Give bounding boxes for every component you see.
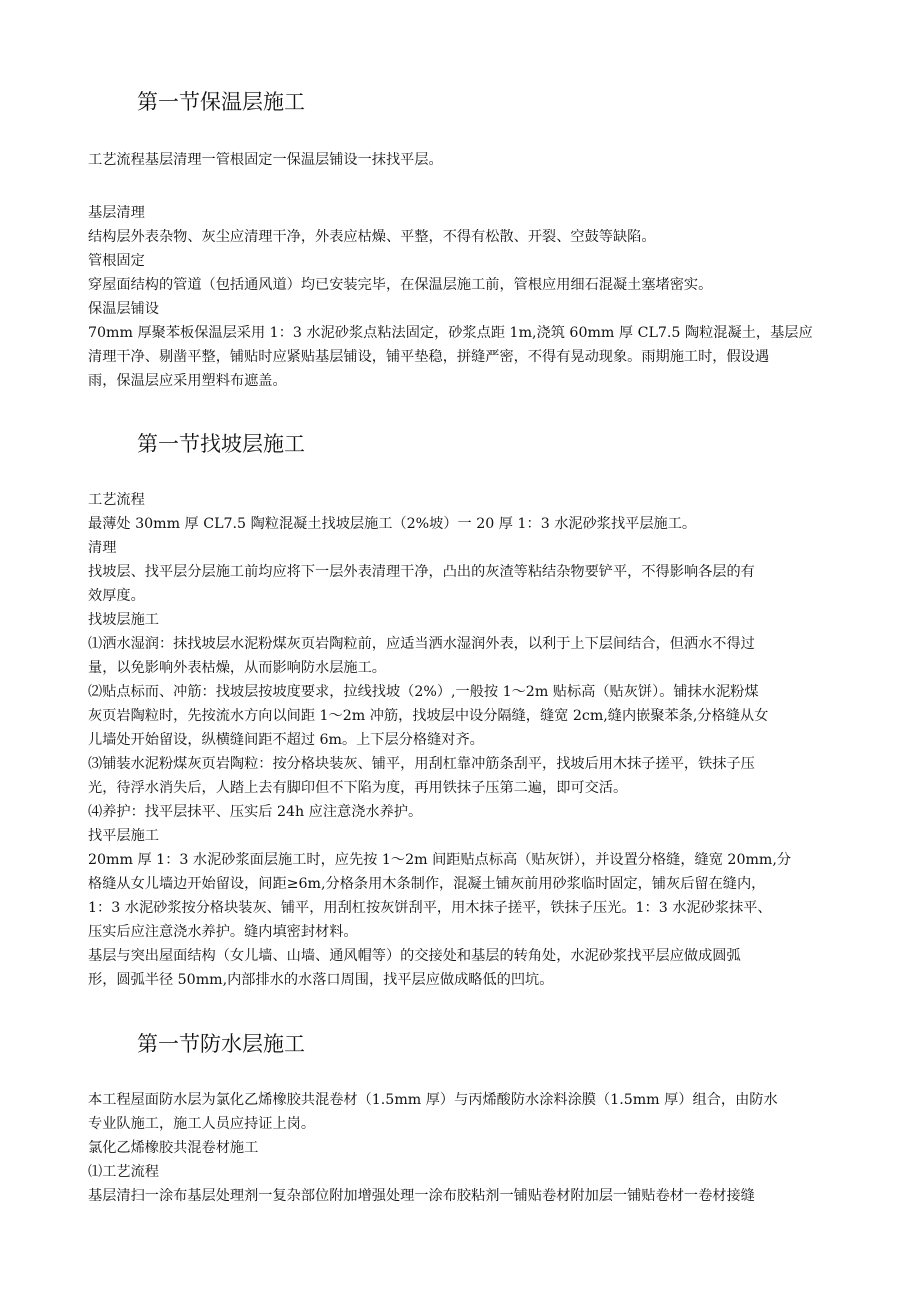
paragraph-line: ⑴工艺流程 xyxy=(88,1164,159,1180)
paragraph-line: 清理干净、剔凿平整，铺贴时应紧贴基层铺设，铺平垫稳，拼缝严密，不得有晃动现象。雨期施工时，假设遇 xyxy=(88,349,770,365)
section-heading: 第一节保温层施工 xyxy=(137,90,305,114)
paragraph-line: ⑷养护：找平层抹平、压实后 24h 应注意浇水养护。 xyxy=(88,804,423,820)
paragraph-line: 70mm 厚聚苯板保温层采用 1：3 水泥砂浆点粘法固定，砂浆点距 1m,浇筑 60mm 厚 CL7.5 陶粒混凝土，基层应 xyxy=(88,325,813,341)
paragraph-line: 光，待浮水消失后，人踏上去有脚印但不下陷为度，再用铁抹子压第二遍，即可交活。 xyxy=(88,780,628,796)
paragraph-line: 找坡层、找平层分层施工前均应将下一层外表清理干净，凸出的灰渣等粘结杂物要铲平，不得影响各层的有 xyxy=(88,564,755,580)
paragraph-line: ⑵贴点标而、冲筋：找坡层按坡度要求，拉线找坡（2%）,一般按 1～2m 贴标高（贴灰饼）。铺抹水泥粉煤 xyxy=(88,684,759,700)
section-heading: 第一节找坡层施工 xyxy=(137,432,305,456)
paragraph-line: 本工程屋面防水层为氯化乙烯橡胶共混卷材（1.5mm 厚）与丙烯酸防水涂料涂膜（1.5mm 厚）组合，由防水 xyxy=(88,1092,778,1108)
paragraph-line: ⑶铺装水泥粉煤灰页岩陶粒：按分格块装灰、铺平，用刮杠靠冲筋条刮平，找坡后用木抹子搓平，铁抹子压 xyxy=(88,756,755,772)
subheading: 工艺流程 xyxy=(88,492,145,508)
paragraph-line: 形，圆弧半径 50mm,内部排水的水落口周围，找平层应做成略低的凹坑。 xyxy=(88,972,554,988)
subheading: 清理 xyxy=(88,540,117,556)
subheading: 找坡层施工 xyxy=(88,612,159,628)
paragraph-line: 格缝从女儿墙边开始留设，间距≥6m,分格条用木条制作，混凝土铺灰前用砂浆临时固定，铺灰后留在缝内， xyxy=(88,876,766,892)
paragraph-line: 20mm 厚 1：3 水泥砂浆面层施工时，应先按 1～2m 间距贴点标高（贴灰饼），并设置分格缝，缝宽 20mm,分 xyxy=(88,852,792,868)
paragraph-line: 儿墙处开始留设，纵横缝间距不超过 6m。上下层分格缝对齐。 xyxy=(88,732,484,748)
paragraph-line: 工艺流程基层清理一管根固定一保温层铺设一抹找平层。 xyxy=(88,152,443,168)
subheading: 保温层铺设 xyxy=(88,301,159,317)
paragraph-line: 效厚度。 xyxy=(88,588,145,604)
paragraph-line: 穿屋面结构的管道（包括通风道）均已安装完毕，在保温层施工前，管根应用细石混凝土塞堵密实。 xyxy=(88,277,713,293)
paragraph-line: 压实后应注意浇水养护。缝内填密封材料。 xyxy=(88,924,358,940)
section-heading: 第一节防水层施工 xyxy=(137,1032,305,1056)
paragraph-line: 基层清扫一涂布基层处理剂一复杂部位附加增强处理一涂布胶粘剂一铺贴卷材附加层一铺贴卷材一卷材接缝 xyxy=(88,1188,755,1204)
paragraph-line: 量，以免影响外表枯燥，从而影响防水层施工。 xyxy=(88,660,386,676)
paragraph-line: 专业队施工，施工人员应持证上岗。 xyxy=(88,1116,316,1132)
subheading: 基层清理 xyxy=(88,205,145,221)
paragraph-line: 最薄处 30mm 厚 CL7.5 陶粒混凝土找坡层施工（2%坡）一 20 厚 1：3 水泥砂浆找平层施工。 xyxy=(88,516,697,532)
paragraph-line: 1：3 水泥砂浆按分格块装灰、铺平，用刮杠按灰饼刮平，用木抹子搓平，铁抹子压光。1：3 水泥砂浆抹平、 xyxy=(88,900,772,916)
subheading: 找平层施工 xyxy=(88,828,159,844)
paragraph-line: 灰页岩陶粒时，先按流水方向以间距 1～2m 冲筋，找坡层中设分隔缝，缝宽 2cm,缝内嵌聚苯条,分格缝从女 xyxy=(88,708,769,724)
paragraph-line: ⑴洒水湿润：抹找坡层水泥粉煤灰页岩陶粒前，应适当洒水湿润外表，以利于上下层间结合，但洒水不得过 xyxy=(88,636,755,652)
paragraph-line: 基层与突出屋面结构（女儿墙、山墙、通风帽等）的交接处和基层的转角处，水泥砂浆找平层应做成圆弧 xyxy=(88,948,741,964)
paragraph-line: 雨，保温层应采用塑料布遮盖。 xyxy=(88,373,287,389)
subheading: 管根固定 xyxy=(88,253,145,269)
subheading: 氯化乙烯橡胶共混卷材施工 xyxy=(88,1140,259,1156)
paragraph-line: 结构层外表杂物、灰尘应清理干净，外表应枯燥、平整，不得有松散、开裂、空鼓等缺陷。 xyxy=(88,229,656,245)
